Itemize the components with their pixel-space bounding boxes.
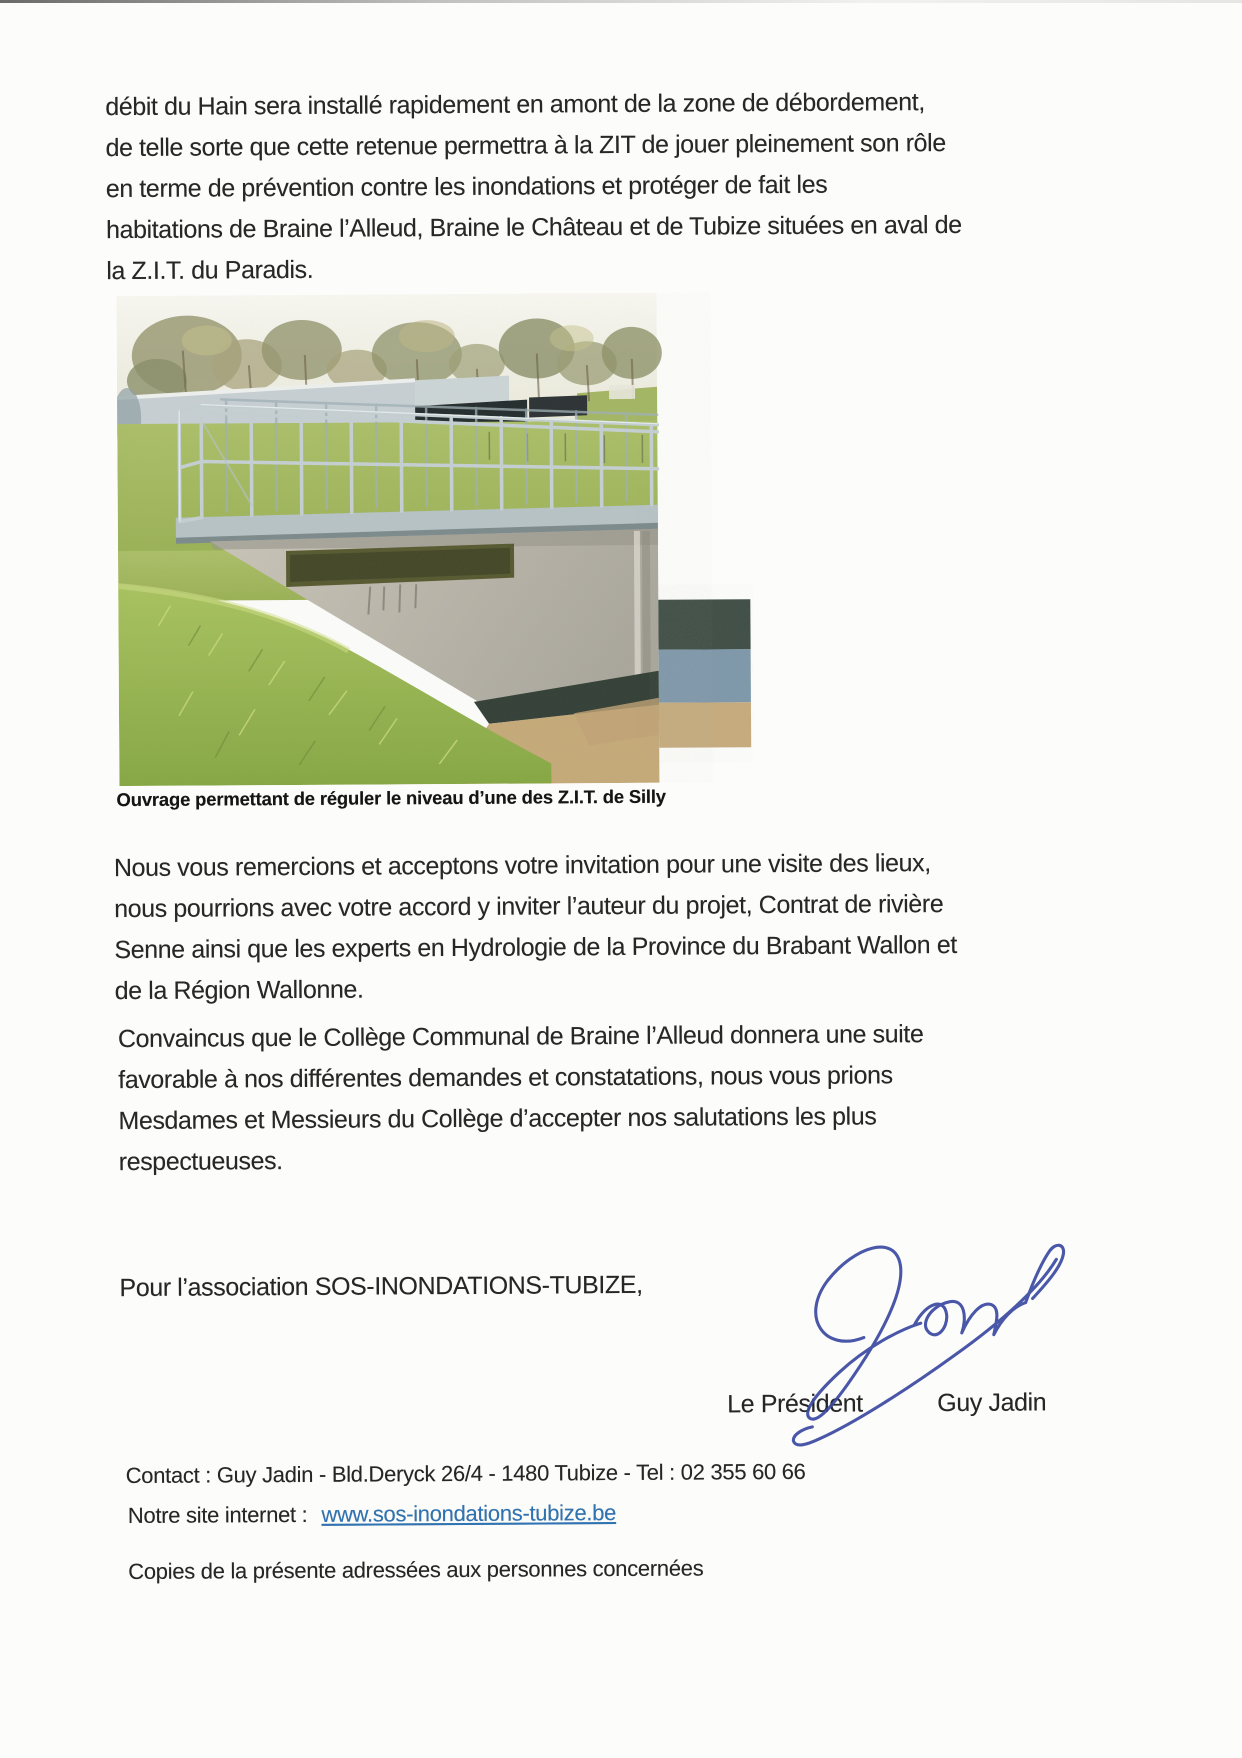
text-line: respectueuses. — [119, 1137, 925, 1183]
text-line: en terme de prévention contre les inondations et protéger de fait les — [106, 164, 962, 210]
text-line: habitations de Braine l’Alleud, Braine le Château et de Tubize situées en aval de — [106, 205, 962, 251]
copies-line: Copies de la présente adressées aux personnes concernées — [128, 1556, 703, 1586]
text-line: de telle sorte que cette retenue permettra à la ZIT de jouer pleinement son rôle — [105, 123, 961, 169]
website-link[interactable]: www.sos-inondations-tubize.be — [321, 1500, 616, 1527]
text-line: nous pourrions avec votre accord y inviter l’auteur du projet, Contrat de rivière — [114, 884, 957, 930]
text-line: Nous vous remercions et acceptons votre invitation pour une visite des lieux, — [114, 843, 957, 889]
photo-scene — [116, 292, 754, 786]
paragraph-intro — [105, 82, 962, 292]
text-line: Senne ainsi que les experts en Hydrologie de la Province du Brabant Wallon et — [114, 925, 957, 971]
text-line: favorable à nos différentes demandes et constatations, nous vous prions — [118, 1055, 924, 1101]
website-line — [128, 1500, 616, 1529]
paragraph-salutations — [118, 1014, 924, 1183]
contact-line: Contact : Guy Jadin - Bld.Deryck 26/4 - 1480 Tubize - Tel : 02 355 60 66 — [126, 1459, 806, 1489]
website-label: Notre site internet : — [128, 1502, 308, 1528]
text-line: de la Région Wallonne. — [115, 966, 958, 1012]
signature-guy-jadin — [742, 1219, 1103, 1461]
text-line: Convaincus que le Collège Communal de Braine l’Alleud donnera une suite — [118, 1014, 924, 1060]
photo-caption: Ouvrage permettant de réguler le niveau d’une des Z.I.T. de Silly — [116, 786, 665, 811]
text-line: débit du Hain sera installé rapidement en amont de la zone de débordement, — [105, 82, 961, 128]
photo-ouvrage-zit — [116, 292, 754, 786]
president-label: Le Président — [727, 1390, 863, 1420]
text-line: la Z.I.T. du Paradis. — [106, 246, 962, 292]
paragraph-remerciements — [114, 843, 957, 1012]
president-name: Guy Jadin — [937, 1388, 1046, 1418]
association-line: Pour l’association SOS-INONDATIONS-TUBIZE, — [119, 1271, 642, 1303]
text-line: Mesdames et Messieurs du Collège d’accepter nos salutations les plus — [118, 1096, 924, 1142]
